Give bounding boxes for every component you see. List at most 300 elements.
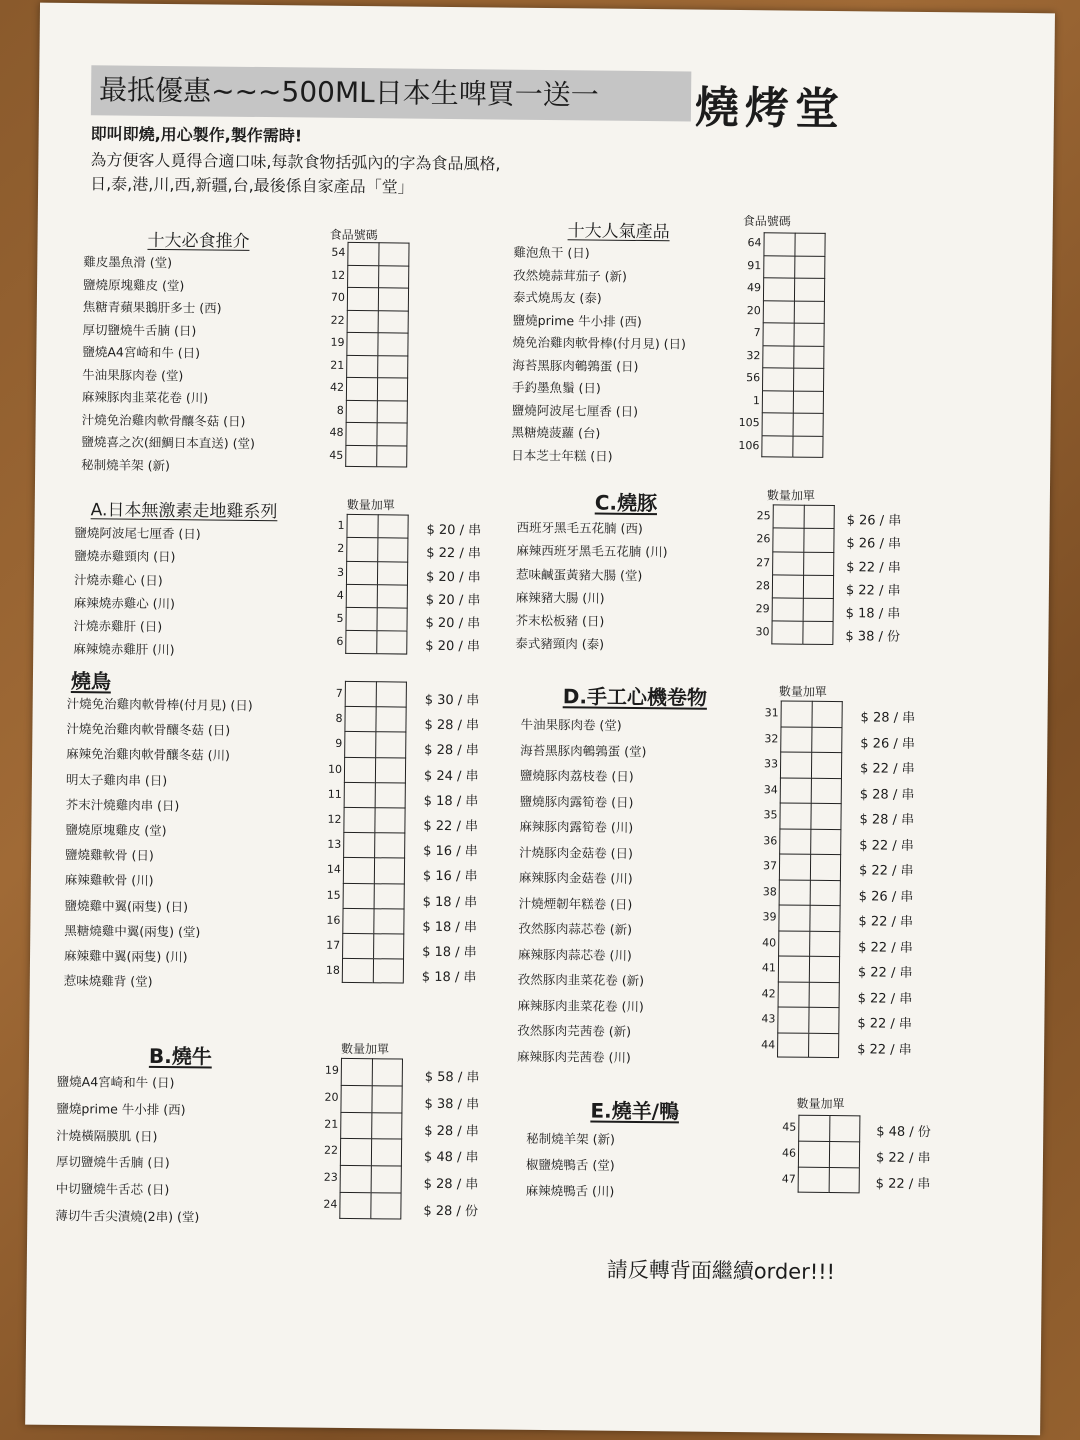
- order-row: [324, 1058, 403, 1085]
- order-box[interactable]: [794, 278, 825, 301]
- order-box[interactable]: [340, 1165, 371, 1192]
- order-row: [761, 1006, 839, 1032]
- order-box[interactable]: [780, 700, 811, 726]
- item-number: 35: [763, 808, 778, 822]
- price-label: $ 28 / 串: [424, 717, 480, 734]
- order-box[interactable]: [798, 1167, 829, 1193]
- item-number: 30: [755, 625, 770, 639]
- order-box[interactable]: [809, 981, 840, 1007]
- order-box[interactable]: [346, 584, 377, 608]
- item-number: 47: [781, 1172, 796, 1186]
- item-number: 37: [762, 859, 778, 873]
- menu-item: 麻辣西班牙黑毛五花腩 (川): [516, 543, 668, 560]
- order-box[interactable]: [793, 368, 824, 391]
- order-box[interactable]: [793, 413, 824, 436]
- order-box[interactable]: [793, 323, 824, 346]
- menu-item: 孜然豚肉芫茜卷 (新): [517, 1022, 632, 1039]
- price-label: $ 22 / 串: [857, 1016, 913, 1032]
- order-box[interactable]: [780, 726, 811, 752]
- menu-item: 麻辣燒赤雞心 (川): [73, 594, 176, 612]
- order-box[interactable]: [340, 1138, 371, 1165]
- order-box[interactable]: [810, 879, 841, 905]
- item-number: 38: [762, 884, 777, 898]
- order-box[interactable]: [342, 958, 373, 984]
- order-box[interactable]: [347, 242, 378, 265]
- item-number: 6: [336, 635, 344, 649]
- order-box[interactable]: [794, 300, 825, 323]
- order-row: [764, 726, 842, 752]
- order-row: [331, 242, 409, 265]
- order-box[interactable]: [811, 701, 842, 727]
- order-box[interactable]: [376, 681, 407, 707]
- order-box[interactable]: [342, 908, 373, 934]
- menu-item: 明太子雞肉串 (日): [65, 771, 168, 788]
- order-box[interactable]: [376, 445, 407, 468]
- order-box[interactable]: [809, 956, 840, 982]
- menu-item: 鹽燒豚肉露筍卷 (日): [519, 793, 634, 810]
- price-label: $ 28 / 串: [859, 786, 915, 803]
- order-box[interactable]: [780, 777, 811, 803]
- order-row: [753, 322, 824, 345]
- item-number: 105: [738, 416, 760, 430]
- order-box[interactable]: [373, 958, 404, 984]
- section-a-items: [73, 521, 334, 663]
- section-b-grid[interactable]: [323, 1058, 403, 1219]
- promo-banner: 最抵優惠~~~500ML日本生啤買一送一: [91, 65, 691, 121]
- order-box[interactable]: [344, 756, 375, 782]
- order-box[interactable]: [763, 277, 794, 300]
- item-number: 40: [762, 935, 777, 949]
- section-d-col-head: 數量加單: [778, 684, 827, 699]
- order-box[interactable]: [798, 1141, 829, 1167]
- price-label: $ 28 / 串: [424, 743, 479, 759]
- section-b-col-head: 數量加單: [341, 1041, 390, 1057]
- price-label: $ 24 / 串: [423, 768, 479, 784]
- menu-item: 惹味燒雞背 (堂): [63, 973, 153, 989]
- order-box[interactable]: [377, 514, 408, 538]
- menu-item: 中切鹽燒牛舌芯 (日): [55, 1181, 170, 1198]
- order-box[interactable]: [378, 310, 409, 333]
- order-row: [323, 1165, 402, 1192]
- order-row: [761, 1032, 839, 1058]
- menu-item: 麻辣雞中翼(兩隻) (川): [63, 947, 188, 965]
- order-box[interactable]: [378, 265, 409, 288]
- item-number: 16: [326, 913, 341, 927]
- item-number: 43: [761, 1012, 776, 1026]
- item-number: 44: [761, 1037, 776, 1051]
- order-box[interactable]: [345, 630, 376, 654]
- order-box[interactable]: [377, 377, 408, 400]
- price-label: $ 22 / 串: [857, 990, 913, 1007]
- order-box[interactable]: [808, 1032, 839, 1058]
- order-row: [763, 777, 842, 803]
- menu-item: 麻辣豚肉金菇卷 (川): [518, 869, 633, 886]
- order-box[interactable]: [810, 854, 841, 880]
- price-label: $ 22 / 串: [845, 583, 901, 599]
- item-number: 19: [324, 1063, 339, 1077]
- order-row: [336, 399, 408, 422]
- order-box[interactable]: [371, 1112, 402, 1139]
- order-box[interactable]: [343, 807, 374, 833]
- order-box[interactable]: [346, 332, 377, 355]
- order-box[interactable]: [811, 777, 842, 803]
- order-row: [326, 882, 405, 908]
- item-number: 12: [331, 268, 346, 282]
- order-box[interactable]: [374, 832, 405, 858]
- order-row: [764, 751, 842, 777]
- price-label: $ 28 / 份: [423, 1203, 479, 1220]
- order-box[interactable]: [378, 242, 409, 265]
- item-number: 48: [329, 425, 344, 439]
- order-row: [323, 1192, 401, 1219]
- order-box[interactable]: [342, 933, 373, 959]
- menu-item: 鹽燒豚肉荔枝卷 (日): [519, 767, 634, 784]
- price-label: $ 22 / 串: [423, 818, 479, 835]
- price-label: $ 22 / 串: [858, 863, 914, 879]
- menu-item: 黑糖燒菠蘿 (台): [511, 424, 601, 441]
- order-box[interactable]: [803, 598, 834, 622]
- order-box[interactable]: [778, 904, 809, 930]
- order-box[interactable]: [779, 828, 810, 854]
- price-label: $ 18 / 串: [422, 919, 478, 935]
- order-row: [336, 630, 407, 654]
- order-box[interactable]: [763, 255, 794, 278]
- order-box[interactable]: [343, 832, 374, 858]
- section-a-prices: [425, 519, 481, 659]
- menu-item: 鹽燒A4宮崎和牛 (日): [56, 1073, 175, 1091]
- menu-item: 黑糖燒雞中翼(兩隻) (堂): [64, 922, 201, 940]
- price-label: $ 26 / 串: [846, 536, 902, 553]
- order-row: [738, 435, 823, 458]
- order-row: [762, 904, 840, 930]
- order-box[interactable]: [345, 422, 376, 445]
- order-box[interactable]: [375, 757, 406, 783]
- order-box[interactable]: [343, 857, 374, 883]
- item-number: 32: [746, 348, 761, 362]
- menu-item: 麻辣豚肉蒜芯卷 (川): [518, 946, 632, 963]
- order-box[interactable]: [779, 853, 810, 879]
- item-number: 32: [764, 731, 779, 745]
- order-box[interactable]: [344, 782, 375, 808]
- order-box[interactable]: [829, 1115, 860, 1141]
- order-box[interactable]: [780, 751, 811, 777]
- order-box[interactable]: [810, 828, 841, 854]
- order-row: [337, 561, 408, 585]
- order-box[interactable]: [346, 537, 377, 561]
- section-c-grid[interactable]: [755, 504, 834, 644]
- order-row: [756, 504, 835, 528]
- price-label: $ 18 / 串: [423, 793, 479, 810]
- menu-item: 汁燒赤雞心 (日): [73, 571, 163, 588]
- order-box[interactable]: [373, 933, 404, 959]
- order-box[interactable]: [762, 390, 793, 413]
- order-box[interactable]: [377, 355, 408, 378]
- section-e-grid[interactable]: [781, 1115, 861, 1194]
- item-number: 10: [327, 762, 343, 776]
- order-box[interactable]: [340, 1111, 371, 1138]
- menu-item: 麻辣豬大腸 (川): [515, 589, 605, 606]
- price-label: $ 28 / 串: [423, 1176, 479, 1193]
- order-row: [764, 700, 842, 726]
- order-row: [336, 607, 407, 631]
- order-box[interactable]: [829, 1167, 860, 1193]
- popular-col-head: 食品號碼: [742, 214, 791, 229]
- item-number: 11: [327, 787, 342, 801]
- order-box[interactable]: [344, 706, 375, 732]
- order-box[interactable]: [343, 882, 374, 908]
- menu-item: 厚切鹽燒牛舌腩 (日): [82, 321, 197, 338]
- price-label: $ 20 / 串: [425, 592, 481, 609]
- order-box[interactable]: [374, 883, 405, 909]
- price-label: $ 18 / 串: [845, 606, 901, 622]
- price-label: $ 38 / 份: [845, 629, 901, 646]
- section-c-prices: [845, 509, 901, 649]
- item-number: 106: [738, 438, 760, 452]
- item-number: 20: [746, 303, 761, 317]
- order-box[interactable]: [376, 607, 407, 631]
- menu-item: 汁燒橫隔膜肌 (日): [56, 1127, 158, 1144]
- section-b-prices: [423, 1065, 479, 1226]
- menu-item: 鹽燒赤雞頸肉 (日): [74, 548, 176, 565]
- item-number: 39: [762, 910, 777, 924]
- order-box[interactable]: [377, 400, 408, 423]
- section-d-grid[interactable]: [761, 700, 843, 1058]
- price-label: $ 22 / 串: [426, 546, 481, 562]
- order-row: [324, 1085, 402, 1112]
- order-box[interactable]: [378, 287, 409, 310]
- order-box[interactable]: [375, 706, 406, 732]
- order-box[interactable]: [340, 1085, 371, 1112]
- menu-item: 鹽燒喜之次(細鯛日本直送) (堂): [81, 434, 255, 451]
- order-box[interactable]: [762, 367, 793, 390]
- price-label: $ 26 / 串: [858, 888, 914, 905]
- order-box[interactable]: [772, 598, 803, 622]
- order-box[interactable]: [772, 551, 803, 575]
- price-label: $ 20 / 串: [426, 522, 482, 539]
- order-box[interactable]: [771, 621, 802, 645]
- order-box[interactable]: [763, 232, 794, 255]
- order-box[interactable]: [377, 332, 408, 355]
- item-number: 20: [324, 1090, 339, 1104]
- order-box[interactable]: [762, 345, 793, 368]
- menu-item: 鹽燒雞軟骨 (日): [65, 847, 154, 864]
- section-d-prices: [857, 705, 915, 1063]
- order-row: [763, 802, 841, 828]
- order-box[interactable]: [809, 930, 840, 956]
- order-box[interactable]: [345, 444, 376, 467]
- chicken-grid[interactable]: [325, 681, 407, 984]
- order-box[interactable]: [347, 264, 378, 287]
- order-box[interactable]: [777, 1006, 808, 1032]
- order-box[interactable]: [762, 322, 793, 345]
- order-box[interactable]: [761, 435, 792, 458]
- popular-grid[interactable]: [738, 232, 825, 458]
- order-row: [761, 955, 840, 981]
- order-row: [330, 354, 408, 377]
- order-row: [329, 422, 407, 445]
- order-box[interactable]: [346, 399, 377, 422]
- item-number: 8: [336, 403, 344, 417]
- order-box[interactable]: [798, 1115, 829, 1141]
- order-row: [335, 681, 407, 707]
- price-label: $ 26 / 串: [860, 735, 915, 752]
- price-label: $ 18 / 串: [421, 969, 477, 986]
- section-d-items: [517, 712, 761, 1071]
- order-box[interactable]: [808, 1007, 839, 1033]
- order-box[interactable]: [347, 309, 378, 332]
- order-box[interactable]: [371, 1165, 402, 1192]
- order-box[interactable]: [803, 551, 834, 575]
- section-a-grid[interactable]: [336, 514, 408, 654]
- menu-item: 薄切牛舌尖漬燒(2串) (堂): [55, 1207, 200, 1225]
- order-box[interactable]: [772, 574, 803, 598]
- menu-item: 焦糖青蘋果鵝肝多士 (西): [82, 299, 222, 316]
- order-row: [781, 1141, 860, 1168]
- order-row: [327, 832, 405, 858]
- price-label: $ 22 / 串: [859, 761, 915, 777]
- item-number: 25: [756, 509, 771, 523]
- order-box[interactable]: [803, 575, 834, 599]
- order-box[interactable]: [341, 1058, 372, 1085]
- section-e-title: E.燒羊/鴨: [590, 1098, 680, 1124]
- price-label: $ 58 / 串: [424, 1069, 480, 1086]
- order-box[interactable]: [829, 1141, 860, 1167]
- chicken-title: 燒鳥: [70, 669, 112, 694]
- section-e-prices: [876, 1120, 931, 1199]
- menu-item: 牛油果豚肉卷 (堂): [520, 716, 622, 733]
- order-box[interactable]: [763, 300, 794, 323]
- order-box[interactable]: [792, 435, 823, 458]
- price-label: $ 28 / 串: [860, 710, 916, 726]
- order-box[interactable]: [793, 345, 824, 368]
- order-box[interactable]: [778, 981, 809, 1007]
- order-box[interactable]: [810, 803, 841, 829]
- item-number: 27: [756, 555, 771, 569]
- order-box[interactable]: [779, 879, 810, 905]
- menu-item: 汁燒免治雞肉軟骨釀冬菇 (日): [81, 411, 246, 429]
- top10-grid[interactable]: [329, 242, 409, 468]
- price-label: $ 26 / 串: [846, 513, 902, 529]
- order-row: [337, 537, 408, 561]
- section-c-col-head: 數量加單: [766, 488, 815, 503]
- order-box[interactable]: [773, 504, 804, 528]
- order-box[interactable]: [772, 528, 803, 552]
- order-box[interactable]: [346, 561, 377, 585]
- order-row: [781, 1167, 860, 1194]
- item-number: 29: [755, 602, 770, 616]
- order-box[interactable]: [778, 930, 809, 956]
- item-number: 8: [335, 712, 343, 726]
- order-box[interactable]: [794, 255, 825, 278]
- order-box[interactable]: [346, 514, 377, 538]
- order-box[interactable]: [376, 631, 407, 655]
- order-row: [752, 390, 824, 413]
- order-box[interactable]: [811, 752, 842, 778]
- item-number: 26: [756, 532, 771, 546]
- menu-item: 芥末汁燒雞肉串 (日): [65, 796, 180, 813]
- order-box[interactable]: [375, 782, 406, 808]
- order-box[interactable]: [762, 412, 793, 435]
- order-box[interactable]: [802, 621, 833, 645]
- footer-note: 請反轉背面繼續order!!!: [606, 1257, 836, 1285]
- price-label: $ 18 / 串: [422, 944, 477, 961]
- order-box[interactable]: [794, 233, 825, 256]
- order-row: [327, 807, 405, 833]
- menu-item: 汁燒赤雞肝 (日): [73, 618, 163, 635]
- order-box[interactable]: [811, 726, 842, 752]
- order-box[interactable]: [793, 390, 824, 413]
- order-box[interactable]: [374, 858, 405, 884]
- order-row: [746, 345, 824, 368]
- order-box[interactable]: [339, 1192, 370, 1219]
- section-a-col-head: 數量加單: [346, 497, 395, 513]
- menu-item: 椒鹽燒鴨舌 (堂): [525, 1156, 615, 1173]
- order-box[interactable]: [377, 538, 408, 562]
- item-number: 36: [763, 833, 778, 847]
- price-label: $ 20 / 串: [425, 639, 480, 655]
- order-row: [747, 255, 825, 278]
- order-box[interactable]: [377, 584, 408, 608]
- menu-item: 麻辣燒赤雞肝 (川): [73, 641, 175, 658]
- order-row: [330, 287, 409, 310]
- order-row: [738, 412, 824, 435]
- order-box[interactable]: [809, 905, 840, 931]
- order-box[interactable]: [372, 1058, 403, 1085]
- price-label: $ 16 / 串: [423, 843, 478, 860]
- order-box[interactable]: [804, 505, 835, 529]
- order-box[interactable]: [345, 681, 376, 707]
- order-box[interactable]: [375, 732, 406, 758]
- order-row: [762, 853, 841, 879]
- popular-items: [511, 242, 743, 469]
- order-row: [755, 574, 834, 598]
- item-number: 34: [763, 782, 778, 796]
- order-row: [763, 828, 841, 854]
- price-label: $ 22 / 串: [846, 559, 901, 576]
- order-box[interactable]: [346, 377, 377, 400]
- order-row: [782, 1115, 860, 1142]
- menu-item: 泰式燒馬友 (泰): [512, 289, 602, 306]
- order-box[interactable]: [345, 607, 376, 631]
- item-number: 33: [764, 757, 779, 771]
- order-box[interactable]: [373, 908, 404, 934]
- order-box[interactable]: [376, 422, 407, 445]
- item-number: 5: [336, 612, 344, 626]
- order-box[interactable]: [779, 802, 810, 828]
- price-label: $ 16 / 串: [422, 869, 478, 885]
- menu-item: 日本芝士年糕 (日): [511, 447, 613, 464]
- order-box[interactable]: [803, 528, 834, 552]
- chicken-prices: [422, 688, 480, 991]
- order-box[interactable]: [374, 807, 405, 833]
- order-box[interactable]: [371, 1085, 402, 1112]
- order-box[interactable]: [346, 354, 377, 377]
- order-box[interactable]: [377, 561, 408, 585]
- item-number: 3: [337, 565, 345, 579]
- order-box[interactable]: [344, 731, 375, 757]
- item-number: 64: [747, 236, 762, 250]
- order-box[interactable]: [347, 287, 378, 310]
- order-box[interactable]: [371, 1139, 402, 1166]
- item-number: 15: [326, 888, 341, 902]
- popular-title: 十大人氣產品: [567, 221, 670, 243]
- order-box[interactable]: [778, 955, 809, 981]
- price-label: $ 38 / 串: [424, 1096, 480, 1113]
- menu-item: 鹽燒雞中翼(兩隻) (日): [64, 897, 189, 914]
- order-box[interactable]: [777, 1032, 808, 1058]
- menu-item: 麻辣豚肉芫茜卷 (川): [516, 1048, 631, 1065]
- order-box[interactable]: [370, 1192, 401, 1219]
